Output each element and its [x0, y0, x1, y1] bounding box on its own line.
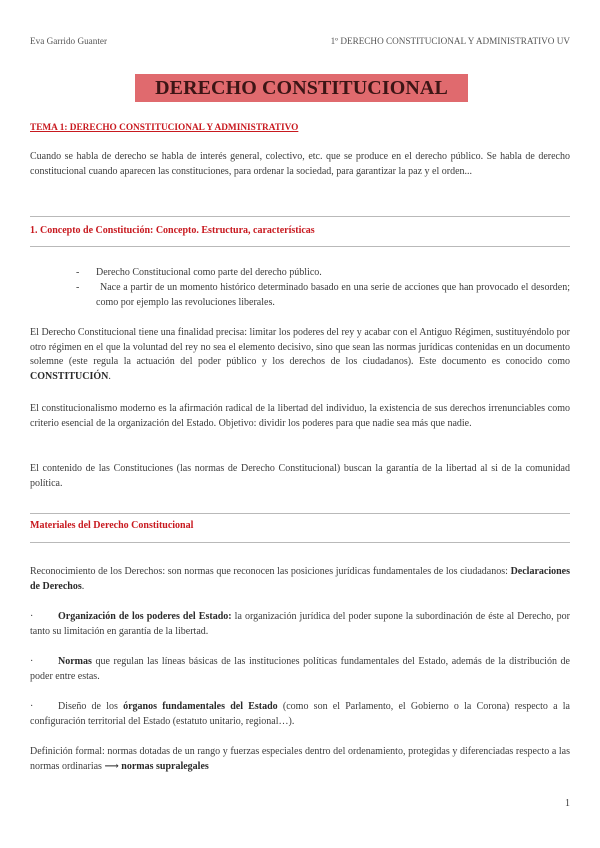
- organs-term: órganos fundamentales del Estado: [123, 701, 278, 712]
- para-end: .: [81, 580, 85, 592]
- supralegal-term: normas supralegales: [121, 760, 209, 772]
- section2-heading: Materiales del Derecho Constitucional: [30, 520, 194, 531]
- section1-heading: 1. Concepto de Constitución: Concepto. Estructura, características: [30, 225, 315, 236]
- divider-bottom-2: [30, 542, 570, 543]
- definition-paragraph: [30, 745, 570, 774]
- declarations-term: Declaraciones de Derechos: [30, 566, 570, 592]
- para-text: Definición formal: normas dotadas de un rango y fuerzas especiales dentro del ordenamiento, protegidas y diferenciadas respecto a las normas ordinarias: [30, 746, 570, 772]
- header-course: 1º DERECHO CONSTITUCIONAL Y ADMINISTRATIVO UV: [330, 36, 570, 46]
- para-text: Diseño de los: [58, 701, 124, 712]
- page-title: DERECHO CONSTITUCIONAL: [155, 77, 448, 99]
- arrow-icon: ⟶: [104, 760, 119, 772]
- bullet-dot: ·: [30, 701, 34, 712]
- list-item-text: Nace a partir de un momento histórico determinado basado en una serie de acciones que han provocado el desorden; como por ejemplo las revoluciones liberales.: [96, 282, 570, 308]
- bullet-dot: ·: [30, 611, 34, 622]
- norms-term: Normas: [58, 656, 92, 667]
- topic-heading: TEMA 1: DERECHO CONSTITUCIONAL Y ADMINISTRATIVO: [30, 123, 299, 133]
- recognition-paragraph: [30, 565, 570, 594]
- norms-paragraph: [30, 655, 570, 684]
- bullet-dash: -: [76, 282, 80, 293]
- bullet-dash: -: [76, 267, 80, 278]
- para-text: El Derecho Constitucional tiene una finalidad precisa: limitar los poderes del rey y acabar con el Antiguo Régimen, sustituyéndolo por otro régimen en el que la voluntad del rey no sea el elemento decisivo, sino que sean las normas jurídicas contenidas en un documento solemne (este regula la actuación del poder público y los derechos de los ciudadanos). Este documento es conocido como: [30, 327, 570, 368]
- constitution-paragraph: [30, 326, 570, 384]
- design-paragraph: [30, 700, 570, 729]
- para-end: .: [108, 370, 111, 382]
- divider-bottom-1: [30, 246, 570, 247]
- para-text: que regulan las líneas básicas de las instituciones políticas fundamentales del Estado, además de la distribución de poder entre estas.: [30, 656, 570, 682]
- page-number: 1: [565, 798, 570, 809]
- organization-term: Organización de los poderes del Estado:: [58, 611, 232, 622]
- constitutionalism-paragraph: El constitucionalismo moderno es la afirmación radical de la libertad del individuo, la existencia de sus derechos irrenunciables como criterio esencial de la organización del Estado. Objetivo: dividir los poderes para que nadie sea más que nadie.: [30, 403, 570, 429]
- para-text: Reconocimiento de los Derechos: son normas que reconocen las posiciones jurídicas fundamentales de los ciudadanos:: [30, 566, 511, 577]
- list-item-text: Derecho Constitucional como parte del derecho público.: [96, 267, 322, 278]
- divider-top-2: [30, 513, 570, 514]
- content-paragraph: El contenido de las Constituciones (las normas de Derecho Constitucional) buscan la garantía de la libertad al si de la comunidad política.: [30, 463, 570, 489]
- divider-top-1: [30, 216, 570, 217]
- para-text: (como son el Parlamento, el Gobierno o la Corona) respecto a la configuración territorial del Estado (estatuto unitario, regional…).: [30, 701, 570, 727]
- bullet-dot: ·: [30, 656, 34, 667]
- constitution-term: CONSTITUCIÓN: [30, 370, 109, 382]
- header-author: Eva Garrido Guanter: [30, 36, 108, 46]
- para-text: la organización jurídica del poder supone la subordinación de éste al Derecho, por tanto su limitación en garantía de la libertad.: [30, 611, 571, 637]
- organization-paragraph: [30, 610, 570, 639]
- intro-paragraph: Cuando se habla de derecho se habla de interés general, colectivo, etc. que se produce en el derecho público. Se habla de derecho constitucional cuando aparecen las constituciones, para ordenar la sociedad, para garantizar la paz y el orden...: [30, 151, 570, 177]
